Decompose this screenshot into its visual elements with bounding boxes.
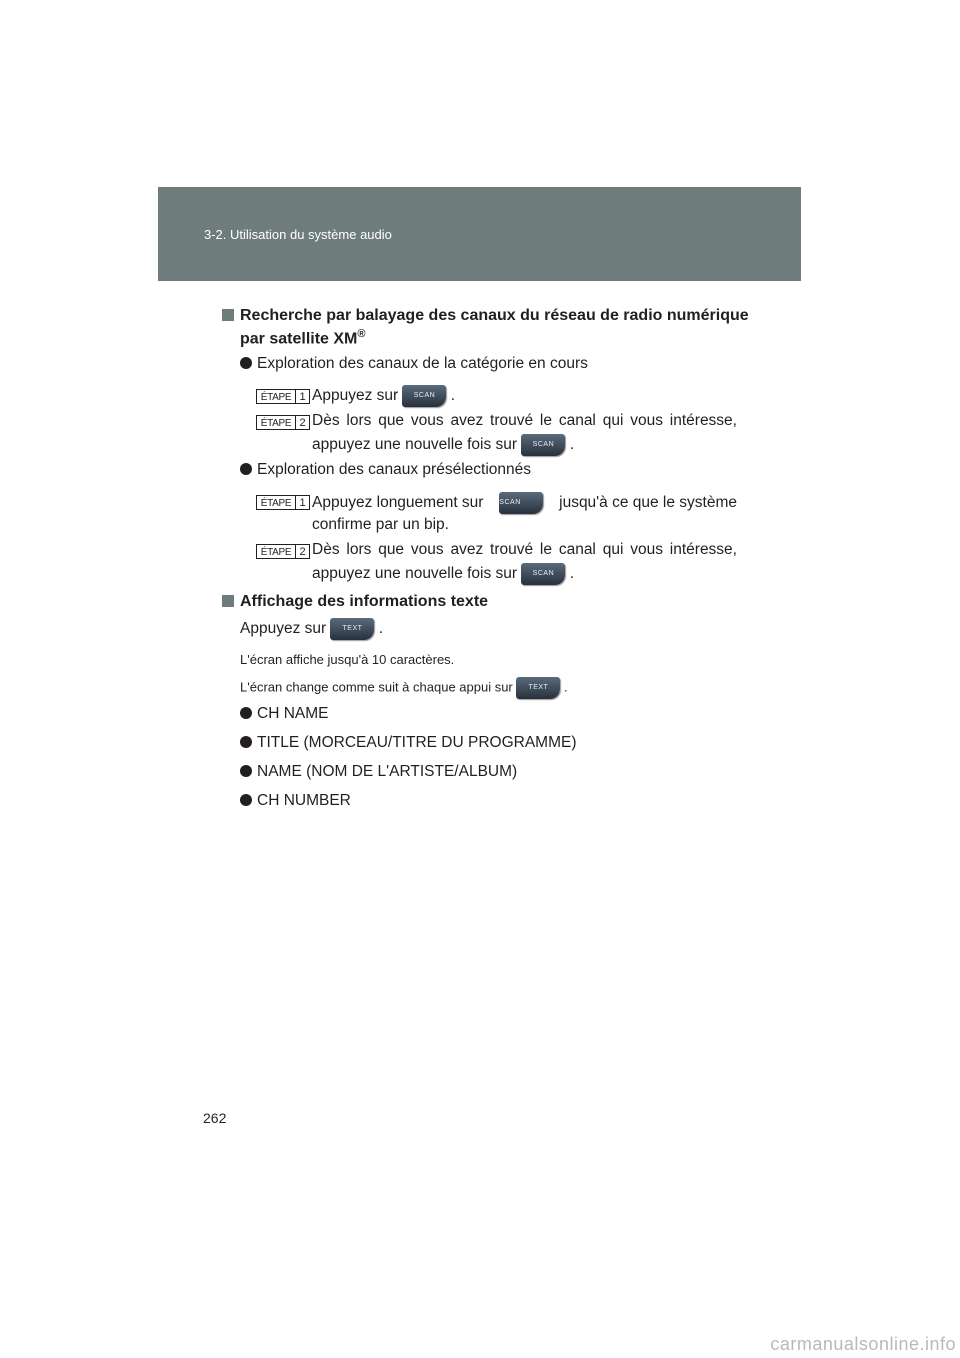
- list-item: CH NUMBER: [240, 792, 351, 810]
- text-button-icon: TEXT: [516, 677, 560, 699]
- step-badge: ÉTAPE 1: [256, 389, 310, 404]
- scan-button-icon: SCAN: [402, 385, 446, 407]
- sub1-step1-text: Appuyez sur SCAN .: [312, 385, 455, 407]
- sub1-step2-line1: Dès lors que vous avez trouvé le canal qui vous intéresse,: [312, 412, 737, 429]
- sub1-title: Exploration des canaux de la catégorie en cours: [240, 355, 588, 373]
- list-item: TITLE (MORCEAU/TITRE DU PROGRAMME): [240, 734, 576, 752]
- round-bullet-icon: [240, 463, 252, 475]
- sub2-step1-line1: Appuyez longuement sur SCAN jusqu'à ce que le système: [312, 492, 737, 514]
- scan-button-icon: SCAN: [521, 563, 565, 585]
- section2-heading: Affichage des informations texte: [222, 593, 488, 611]
- square-bullet-icon: [222, 309, 234, 321]
- step-badge: ÉTAPE 2: [256, 415, 310, 430]
- list-item: CH NAME: [240, 705, 328, 723]
- section2-note1: L'écran affiche jusqu'à 10 caractères.: [240, 652, 455, 667]
- section1-heading-line2: par satellite XM®: [240, 328, 366, 348]
- round-bullet-icon: [240, 707, 252, 719]
- list-item: NAME (NOM DE L'ARTISTE/ALBUM): [240, 763, 517, 781]
- round-bullet-icon: [240, 357, 252, 369]
- section2-note2: L'écran change comme suit à chaque appui sur TEXT .: [240, 677, 568, 699]
- watermark: carmanualsonline.info: [770, 1334, 956, 1354]
- page-number: 262: [203, 1110, 227, 1126]
- section1-heading-line1: Recherche par balayage des canaux du réseau de radio numérique: [222, 307, 749, 325]
- round-bullet-icon: [240, 794, 252, 806]
- sub1-step2-line2: appuyez une nouvelle fois sur SCAN .: [312, 434, 574, 456]
- sub2-step2-line2: appuyez une nouvelle fois sur SCAN .: [312, 563, 574, 585]
- sub2-title: Exploration des canaux présélectionnés: [240, 461, 531, 479]
- section-header-band: [158, 187, 801, 281]
- sub2-step1-line2: confirme par un bip.: [312, 516, 449, 533]
- step-badge: ÉTAPE 1: [256, 495, 310, 510]
- round-bullet-icon: [240, 736, 252, 748]
- scan-button-icon: SCAN: [499, 492, 543, 514]
- scan-button-icon: SCAN: [521, 434, 565, 456]
- square-bullet-icon: [222, 595, 234, 607]
- section-title: 3-2. Utilisation du système audio: [204, 227, 392, 242]
- round-bullet-icon: [240, 765, 252, 777]
- section2-press: Appuyez sur TEXT .: [240, 618, 383, 640]
- step-badge: ÉTAPE 2: [256, 544, 310, 559]
- sub2-step2-line1: Dès lors que vous avez trouvé le canal qui vous intéresse,: [312, 541, 737, 558]
- text-button-icon: TEXT: [330, 618, 374, 640]
